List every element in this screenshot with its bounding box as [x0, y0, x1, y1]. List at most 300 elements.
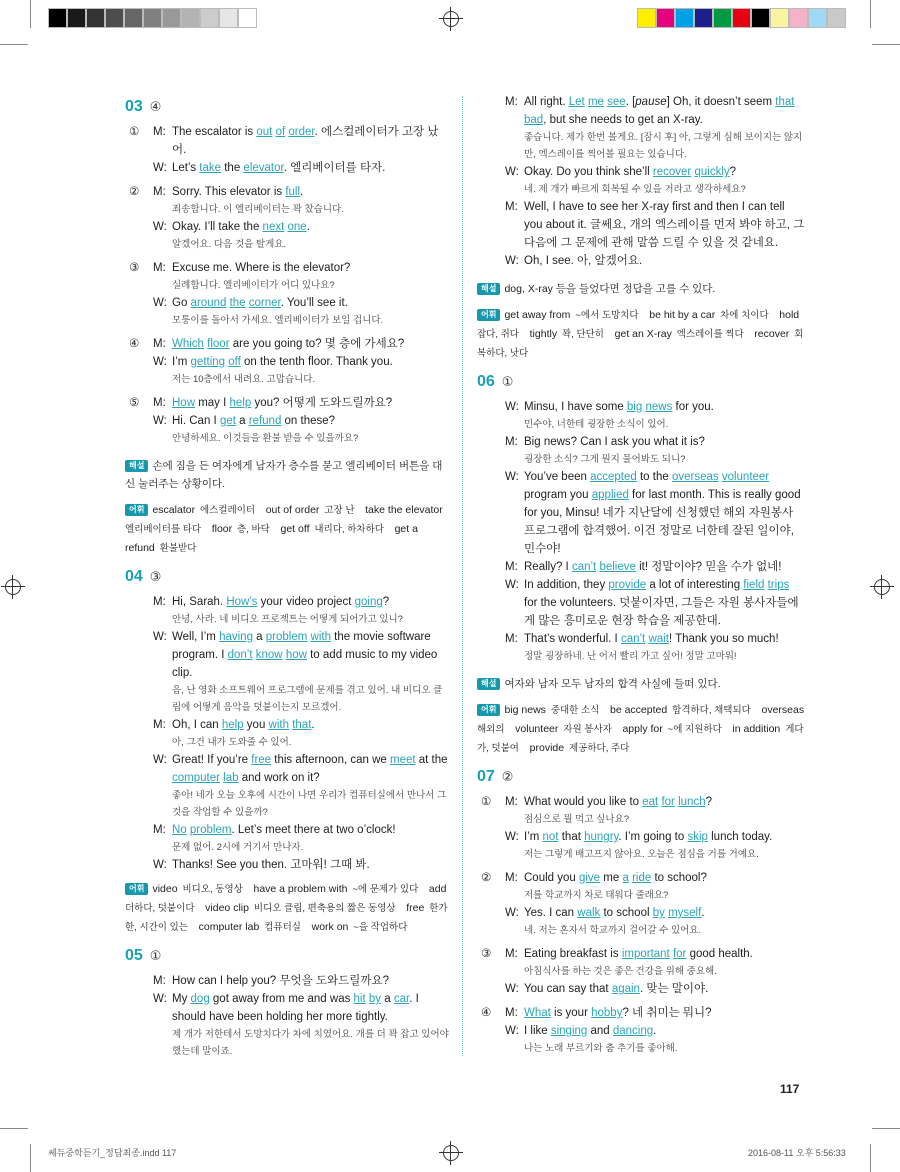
korean-translation: 죄송합니다. 이 엘리베이터는 꽉 찼습니다.	[172, 204, 344, 215]
vocab-term: computer lab	[198, 921, 263, 933]
dialogue-text: What is your hobby? 네 취미는 뭐니?	[524, 1007, 712, 1019]
answer-blank: not	[542, 831, 559, 843]
left-column	[125, 93, 450, 1066]
crop-mark	[30, 0, 31, 28]
question-section	[125, 568, 450, 937]
dialogue-line	[505, 198, 805, 252]
dialogue-option	[125, 183, 450, 253]
answer-blank: overseas	[671, 471, 719, 483]
option-marker: ④	[481, 1007, 492, 1019]
answer-blank: eat	[642, 796, 659, 808]
answer-blank: field	[743, 579, 765, 591]
speaker-label: M:	[153, 338, 166, 350]
dialogue-text: In addition, they provide a lot of interesting field trips for the volunteers. 덧붙이자면, 그들은 자원 봉사자들에게 많은 흥미로운 현장 학습을 제공한대.	[524, 579, 799, 627]
question-answer: ①	[149, 948, 162, 963]
dialogue-line	[505, 945, 805, 980]
dialogue-line	[505, 433, 805, 468]
gray-swatch	[86, 8, 105, 28]
vocab-meaning: 고장 난	[324, 505, 358, 516]
answer-blank: can’t	[571, 561, 597, 573]
dialogue-text: Thanks! See you then. 고마워! 그때 봐.	[172, 859, 370, 871]
vocabulary-badge: 어휘	[477, 704, 500, 716]
korean-translation: 모퉁이를 돌아서 가세요. 엘리베이터가 보일 겁니다.	[172, 315, 384, 326]
question-section	[477, 93, 805, 363]
answer-blank: order	[288, 126, 315, 138]
speaker-label: M:	[153, 596, 166, 608]
answer-blank: How’s	[226, 596, 258, 608]
speaker-label: W:	[505, 166, 519, 178]
speaker-label: W:	[505, 401, 519, 413]
vocab-term: free	[406, 902, 428, 914]
answer-blank: lab	[223, 772, 239, 784]
dialogue-line	[153, 990, 450, 1060]
speaker-label: W:	[153, 631, 167, 643]
answer-blank: bad	[524, 114, 544, 126]
answer-blank: take	[199, 162, 222, 174]
question-header	[125, 947, 450, 965]
dialogue-text: Okay. Do you think she’ll recover quickly?	[524, 166, 737, 178]
speaker-label: M:	[505, 201, 518, 213]
dialogue-text: How may I help you? 어떻게 도와드릴까요?	[172, 397, 393, 409]
answer-blank: full	[285, 186, 301, 198]
gray-swatch	[143, 8, 162, 28]
dialogue-option	[477, 793, 805, 863]
vocabulary-badge: 어휘	[477, 309, 500, 321]
answer-blank: how	[285, 649, 307, 661]
question-header	[477, 373, 805, 391]
dialogue-line	[505, 630, 805, 665]
vocab-term: volunteer	[515, 723, 562, 735]
dialogue-text: Could you give me a ride to school?	[524, 872, 707, 884]
korean-translation: 아침식사를 하는 것은 좋은 건강을 위해 중요해.	[524, 966, 717, 977]
answer-blank: for	[672, 948, 687, 960]
answer-blank: having	[219, 631, 253, 643]
answer-blank: dog	[190, 993, 210, 1005]
dialogue-line	[505, 1022, 805, 1057]
answer-blank: meet	[390, 754, 416, 766]
vocab-meaning: 차에 치이다	[720, 310, 772, 321]
answer-blank: can’t	[620, 633, 646, 645]
dialogue-option	[477, 398, 805, 665]
speaker-label: M:	[153, 126, 166, 138]
vocab-term: apply for	[622, 723, 666, 735]
dialogue-line	[153, 394, 450, 412]
answer-blank: see	[607, 96, 626, 108]
dialogue-text: Well, I have to see her X-ray first and then I can tell you about it. 글쎄요, 개의 엑스레이를 먼저 봐야 하고, 그 다음에 그 문제에 관해 말씀 드릴 수 있을 것 같네요.	[524, 201, 805, 249]
korean-translation: 안녕, 사라. 네 비디오 프로젝트는 어떻게 되어가고 있니?	[172, 614, 403, 625]
answer-blank: myself	[668, 907, 702, 919]
question-header	[125, 98, 450, 116]
color-swatch	[789, 8, 808, 28]
vocab-term: get off	[280, 523, 313, 535]
answer-blank: walk	[577, 907, 601, 919]
korean-translation: 아, 그건 내가 도와줄 수 있어.	[172, 737, 292, 748]
answer-blank: a	[622, 872, 629, 884]
crop-mark	[0, 44, 28, 45]
dialogue-line	[505, 468, 805, 558]
dialogue-line	[153, 972, 450, 990]
question-header	[477, 768, 805, 786]
dialogue-line	[153, 821, 450, 856]
speaker-label: M:	[505, 96, 518, 108]
answer-blank: applied	[591, 489, 629, 501]
dialogue-line	[153, 123, 450, 159]
speaker-label: W:	[505, 471, 519, 483]
vocab-term: provide	[529, 742, 567, 754]
question-number: 04	[125, 568, 143, 585]
answer-blank: lunch	[678, 796, 706, 808]
dialogue-text: Oh, I can help you with that.	[172, 719, 315, 731]
question-section	[125, 98, 450, 558]
korean-translation: 정말 굉장하네. 난 어서 빨리 가고 싶어! 정말 고마워!	[524, 651, 737, 662]
vocab-meaning: 해외의	[477, 724, 508, 735]
answer-blank: don’t	[227, 649, 253, 661]
vocab-meaning: 에스컬레이터	[200, 505, 258, 516]
dialogue-line	[153, 159, 450, 177]
speaker-label: M:	[153, 719, 166, 731]
color-bar	[637, 8, 846, 28]
answer-blank: of	[275, 126, 286, 138]
dialogue-line	[505, 828, 805, 863]
answer-blank: volunteer	[721, 471, 770, 483]
vocab-meaning: 잡다, 쥐다	[477, 329, 522, 340]
answer-blank: hungry	[584, 831, 619, 843]
vocabulary-badge: 어휘	[125, 504, 148, 516]
answer-blank: recover	[652, 166, 692, 178]
dialogue-text: Let’s take the elevator. 엘리베이터를 타자.	[172, 162, 386, 174]
dialogue-text: Yes. I can walk to school by myself.	[524, 907, 705, 919]
dialogue-text: No problem. Let’s meet there at two o’clock!	[172, 824, 396, 836]
speaker-label: W:	[153, 356, 167, 368]
answer-blank: trips	[767, 579, 790, 591]
gray-swatch	[48, 8, 67, 28]
crop-mark	[870, 1144, 871, 1172]
vocab-meaning: ~을 작업하다	[353, 922, 408, 933]
explanation-badge: 해설	[477, 678, 500, 690]
option-marker: ②	[129, 186, 140, 198]
dialogue-text: Oh, I see. 아, 알겠어요.	[524, 255, 643, 267]
dialogue-line	[505, 252, 805, 270]
answer-blank: around	[190, 297, 227, 309]
vocab-term: escalator	[152, 504, 198, 516]
color-swatch	[637, 8, 656, 28]
answer-blank: What	[524, 1007, 551, 1019]
vocab-term: big news	[504, 704, 549, 716]
gray-swatch	[238, 8, 257, 28]
korean-translation: 나는 노래 부르기와 춤 추기를 좋아해.	[524, 1043, 678, 1054]
question-answer: ①	[501, 374, 514, 389]
korean-translation: 점심으로 뭘 먹고 싶나요?	[524, 814, 629, 825]
vocab-term: get a refund	[125, 523, 418, 554]
answer-blank: believe	[599, 561, 636, 573]
speaker-label: M:	[505, 872, 518, 884]
speaker-label: M:	[505, 796, 518, 808]
dialogue-text: Okay. I’ll take the next one.	[172, 221, 310, 233]
answer-blank: big	[626, 401, 643, 413]
answer-blank: computer	[172, 772, 220, 784]
color-swatch	[656, 8, 675, 28]
vocab-meaning: 엑스레이를 찍다	[676, 329, 747, 340]
vocab-term: take the elevator	[365, 504, 443, 516]
dialogue-option	[477, 1004, 805, 1057]
answer-blank: by	[368, 993, 382, 1005]
vocab-term: out of order	[265, 504, 323, 516]
answer-blank: dancing	[612, 1025, 654, 1037]
option-marker: ①	[129, 126, 140, 138]
question-number: 03	[125, 98, 143, 115]
color-swatch	[751, 8, 770, 28]
vocab-meaning: 합격하다, 채택되다	[672, 705, 754, 716]
vocab-meaning: 꽉, 단단히	[562, 329, 607, 340]
vocab-meaning: ~에 문제가 있다	[352, 884, 421, 895]
question-number: 06	[477, 373, 495, 390]
korean-translation: 제 개가 저한테서 도망치다가 차에 치였어요. 개를 더 꽉 잡고 있어야 했는데 말이죠.	[172, 1029, 449, 1057]
dialogue-text: My dog got away from me and was hit by a car. I should have been holding her more tightly.	[172, 993, 419, 1023]
dialogue-text: I’m not that hungry. I’m going to skip lunch today.	[524, 831, 773, 843]
vocab-term: recover	[754, 328, 793, 340]
dialogue-text: I like singing and dancing.	[524, 1025, 657, 1037]
answer-blank: car	[393, 993, 410, 1005]
answer-blank: news	[645, 401, 673, 413]
korean-translation: 네. 저는 혼자서 학교까지 걸어갈 수 있어요.	[524, 925, 702, 936]
answer-blank: with	[268, 719, 289, 731]
registration-mark-top	[443, 11, 459, 27]
dialogue-text: Big news? Can I ask you what it is?	[524, 436, 705, 448]
answer-blank: Let	[568, 96, 585, 108]
speaker-label: W:	[505, 983, 519, 995]
dialogue-option	[477, 945, 805, 998]
option-marker: ④	[129, 338, 140, 350]
footer-file-info: 쎄듀중학듣기_정답최종.indd 117	[48, 1148, 177, 1158]
dialogue-text: That’s wonderful. I can’t wait! Thank you so much!	[524, 633, 779, 645]
gray-color-bar	[48, 8, 257, 28]
answer-blank: give	[578, 872, 601, 884]
answer-blank: important	[621, 948, 670, 960]
question-answer: ②	[501, 769, 514, 784]
speaker-label: M:	[505, 1007, 518, 1019]
dialogue-line	[505, 398, 805, 433]
dialogue-text: Great! If you’re free this afternoon, can we meet at the computer lab and work on it?	[172, 754, 448, 784]
dialogue-text: Really? I can’t believe it! 정말이야? 믿을 수가 없네!	[524, 561, 782, 573]
dialogue-text: Hi, Sarah. How’s your video project going?	[172, 596, 390, 608]
vocab-term: floor	[211, 523, 236, 535]
answer-blank: going	[354, 596, 383, 608]
crop-mark	[872, 44, 900, 45]
column-divider	[462, 96, 463, 1056]
speaker-label: W:	[153, 297, 167, 309]
gray-swatch	[219, 8, 238, 28]
answer-blank: skip	[687, 831, 708, 843]
dialogue-text: The escalator is out of order. 에스컬레이터가 고장 났어.	[172, 126, 439, 156]
vocab-term: video	[152, 883, 181, 895]
speaker-label: W:	[505, 831, 519, 843]
speaker-label: W:	[505, 1025, 519, 1037]
speaker-label: M:	[505, 633, 518, 645]
speaker-label: M:	[505, 561, 518, 573]
answer-blank: Which	[172, 338, 204, 350]
answer-blank: refund	[248, 415, 282, 427]
dialogue-line	[505, 904, 805, 939]
vocab-term: in addition	[732, 723, 784, 735]
answer-blank: next	[262, 221, 285, 233]
korean-translation: 민수야, 너한테 굉장한 소식이 있어.	[524, 419, 669, 430]
vocab-meaning: 중대한 소식	[550, 705, 602, 716]
registration-mark-right	[874, 579, 890, 595]
speaker-label: W:	[153, 754, 167, 766]
color-swatch	[808, 8, 827, 28]
vocabulary	[125, 880, 450, 937]
option-marker: ①	[481, 796, 492, 808]
answer-blank: me	[587, 96, 604, 108]
question-answer: ③	[149, 569, 162, 584]
answer-blank: No	[172, 824, 187, 836]
dialogue-text: Go around the corner. You’ll see it.	[172, 297, 348, 309]
answer-blank: corner	[248, 297, 281, 309]
page-number: 117	[780, 1082, 800, 1096]
gray-swatch	[181, 8, 200, 28]
dialogue-text: Which floor are you going to? 몇 층에 가세요?	[172, 338, 405, 350]
vocab-meaning: 엘리베이터를 타다	[125, 524, 204, 535]
answer-blank: one	[287, 221, 307, 233]
vocab-term: have a problem with	[253, 883, 351, 895]
vocab-meaning: 비디오, 동영상	[182, 884, 246, 895]
question-section	[477, 768, 805, 1057]
dialogue-line	[153, 218, 450, 253]
dialogue-text: Well, I’m having a problem with the movie software program. I don’t know how to add music to my video clip.	[172, 631, 438, 679]
speaker-label: W:	[505, 579, 519, 591]
dialogue-line	[505, 93, 805, 163]
korean-translation: 네. 제 개가 빠르게 회복될 수 있을 거라고 생각하세요?	[524, 184, 746, 195]
korean-translation: 안녕하세요. 이것들을 환불 받을 수 있을까요?	[172, 433, 359, 444]
dialogue-option	[477, 869, 805, 939]
dialogue-option	[125, 593, 450, 874]
vocab-term: get away from	[504, 309, 574, 321]
option-marker: ③	[481, 948, 492, 960]
question-section	[125, 947, 450, 1060]
vocabulary	[125, 501, 450, 558]
vocab-meaning: 회복하다, 낫다	[477, 329, 804, 359]
answer-blank: accepted	[590, 471, 637, 483]
gray-swatch	[200, 8, 219, 28]
dialogue-line	[505, 869, 805, 904]
vocab-term: tightly	[529, 328, 560, 340]
dialogue-option	[477, 93, 805, 270]
explanation: 해설 여자와 남자 모두 남자의 합격 사실에 들떠 있다.	[477, 675, 805, 693]
korean-translation: 실례합니다. 엘리베이터가 어디 있나요?	[172, 280, 335, 291]
dialogue-option	[125, 394, 450, 447]
speaker-label: W:	[153, 415, 167, 427]
korean-translation: 음, 난 영화 소프트웨어 프로그램에 문제를 겪고 있어. 내 비디오 클립에 어떻게 음악을 덧붙이는지 모르겠어.	[172, 685, 443, 713]
vocab-term: be hit by a car	[649, 309, 719, 321]
vocab-term: get an X-ray	[614, 328, 675, 340]
vocab-meaning: ~에 지원하다	[667, 724, 725, 735]
answer-blank: ride	[632, 872, 652, 884]
vocab-meaning: ~에서 도망치다	[575, 310, 642, 321]
dialogue-text: I’m getting off on the tenth floor. Thank you.	[172, 356, 393, 368]
option-marker: ⑤	[129, 397, 140, 409]
vocab-meaning: 환불받다	[159, 543, 197, 554]
vocab-term: video clip	[205, 902, 252, 914]
question-number: 05	[125, 947, 143, 964]
answer-blank: free	[251, 754, 272, 766]
answer-blank: with	[310, 631, 331, 643]
korean-translation: 저는 그렇게 배고프지 않아요. 오늘은 점심을 거를 거예요.	[524, 849, 759, 860]
answer-blank: problem	[265, 631, 308, 643]
color-swatch	[675, 8, 694, 28]
explanation: 해설 손에 짐을 든 여자에게 남자가 층수를 묻고 엘리베이터 버튼을 대신 눌러주는 상황이다.	[125, 460, 443, 490]
speaker-label: M:	[153, 397, 166, 409]
vocab-term: add	[428, 883, 447, 895]
crop-mark	[872, 1128, 900, 1129]
answer-blank: off	[228, 356, 241, 368]
answer-blank: problem	[189, 824, 232, 836]
answer-blank: singing	[550, 1025, 588, 1037]
dialogue-line	[153, 628, 450, 716]
speaker-label: M:	[153, 186, 166, 198]
dialogue-text: What would you like to eat for lunch?	[524, 796, 712, 808]
answer-blank: wait	[648, 633, 669, 645]
korean-translation: 굉장한 소식? 그게 뭔지 물어봐도 되니?	[524, 454, 686, 465]
vocab-meaning: 게다가, 덧붙여	[477, 724, 804, 754]
vocabulary	[477, 701, 805, 758]
dialogue-line	[153, 353, 450, 388]
korean-translation: 알겠어요. 다음 것을 탈게요.	[172, 239, 287, 250]
vocab-term: overseas	[761, 704, 805, 716]
speaker-label: M:	[153, 262, 166, 274]
answer-blank: elevator	[243, 162, 284, 174]
answer-blank: How	[172, 397, 196, 409]
dialogue-text: Excuse me. Where is the elevator?	[172, 262, 351, 274]
speaker-label: W:	[153, 162, 167, 174]
crop-mark	[0, 1128, 28, 1129]
crop-mark	[30, 1144, 31, 1172]
speaker-label: W:	[505, 907, 519, 919]
answer-blank: again	[611, 983, 640, 995]
dialogue-text: You can say that again. 맞는 말이야.	[524, 983, 709, 995]
answer-blank: provide	[608, 579, 647, 591]
dialogue-line	[505, 558, 805, 576]
color-swatch	[694, 8, 713, 28]
gray-swatch	[105, 8, 124, 28]
answer-blank: get	[219, 415, 236, 427]
dialogue-text: Eating breakfast is important for good health.	[524, 948, 753, 960]
speaker-label: W:	[505, 255, 519, 267]
dialogue-option	[125, 123, 450, 177]
dialogue-text: All right. Let me see. [pause] Oh, it doesn’t seem that bad, but she needs to get an X-ray.	[524, 96, 795, 126]
dialogue-line	[505, 163, 805, 198]
question-header	[125, 568, 450, 586]
dialogue-line	[153, 335, 450, 353]
answer-blank: know	[255, 649, 283, 661]
dialogue-line	[505, 1004, 805, 1022]
answer-blank: for	[661, 796, 675, 808]
vocab-term: be accepted	[610, 704, 671, 716]
vocabulary	[477, 306, 805, 363]
speaker-label: M:	[505, 436, 518, 448]
answer-blank: hit	[353, 993, 366, 1005]
dialogue-text: Minsu, I have some big news for you.	[524, 401, 714, 413]
dialogue-text: Sorry. This elevator is full.	[172, 186, 304, 198]
dialogue-text: You’ve been accepted to the overseas volunteer program you applied for last month. This is really good for you, Minsu! 네가 지난달에 신청했던 해외 자원봉사 프로그램에 합격했어. 이건 정말로 너한테 잘된 일이야, 민수야!	[524, 471, 801, 555]
answer-blank: that	[292, 719, 312, 731]
dialogue-option	[125, 972, 450, 1060]
color-swatch	[732, 8, 751, 28]
vocab-meaning: 자원 봉사자	[563, 724, 615, 735]
answer-blank: getting	[190, 356, 226, 368]
speaker-label: M:	[153, 824, 166, 836]
dialogue-line	[505, 576, 805, 630]
dialogue-text: How can I help you? 무엇을 도와드릴까요?	[172, 975, 389, 987]
